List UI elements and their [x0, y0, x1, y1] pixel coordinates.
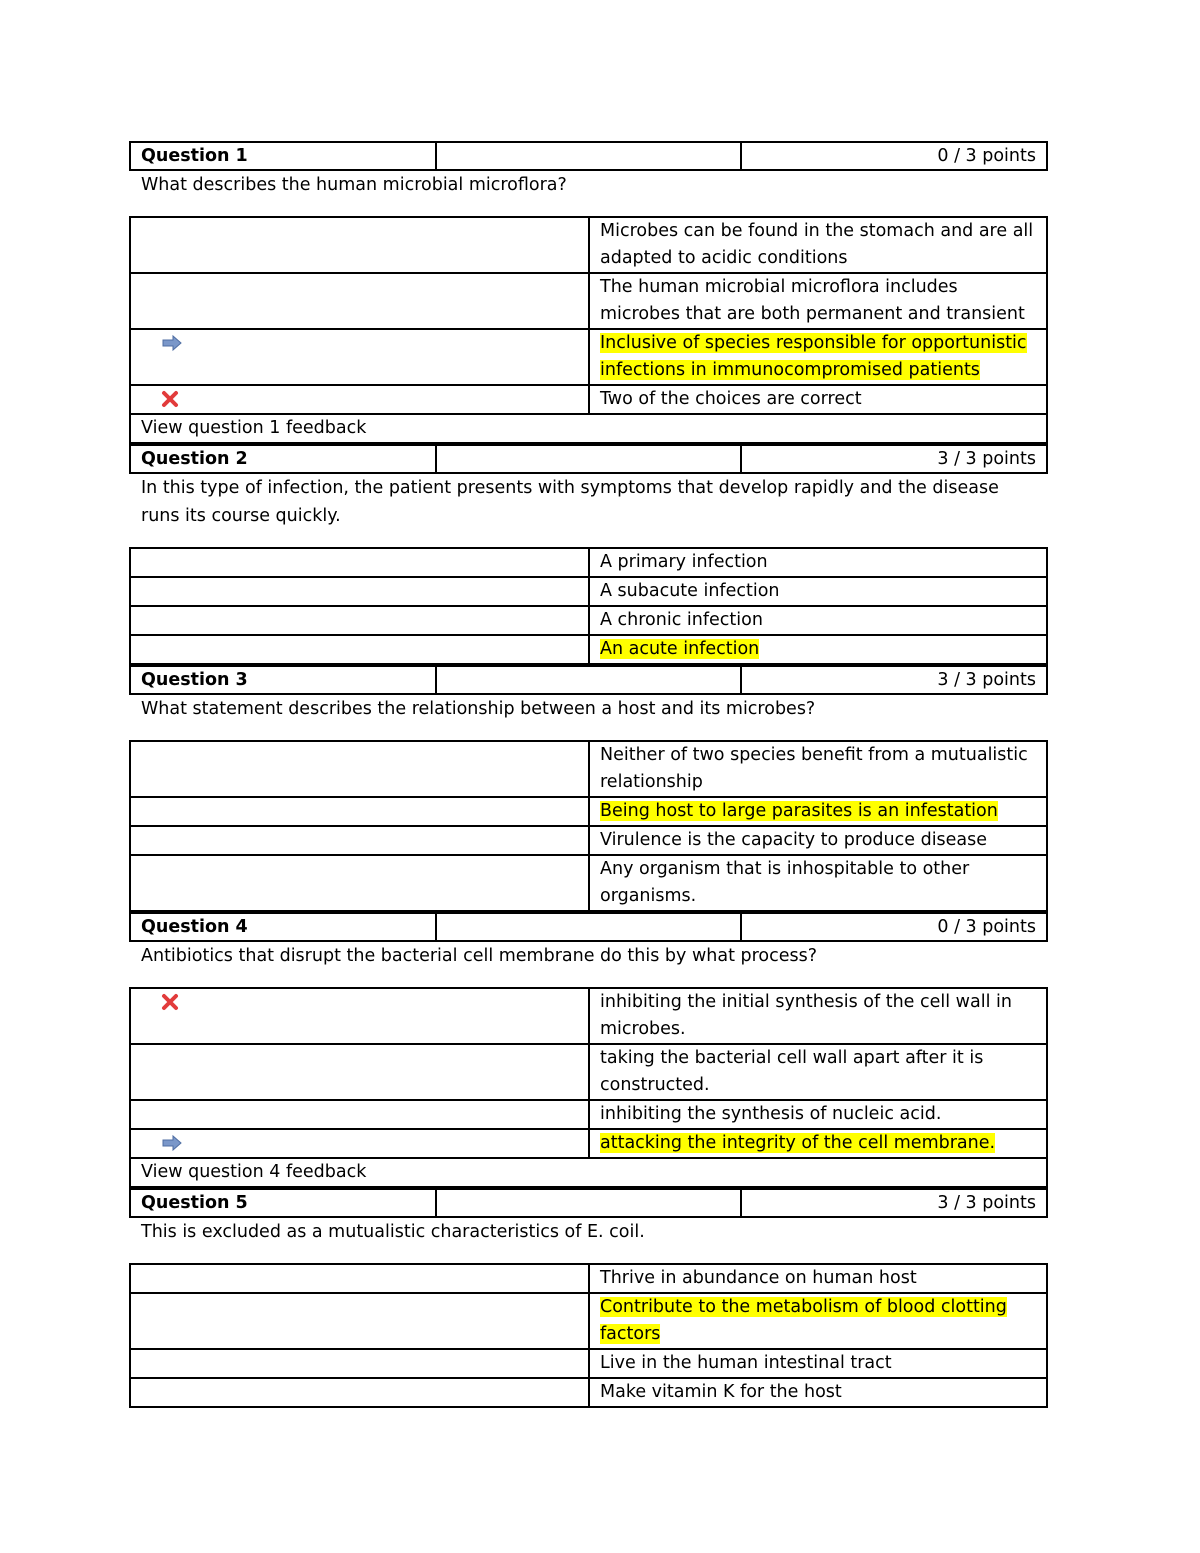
answer-row[interactable]	[130, 606, 1047, 635]
quiz-document	[129, 141, 1048, 1408]
answer-marker-cell	[130, 273, 589, 329]
spacer	[129, 970, 1048, 987]
question-header	[129, 912, 1048, 942]
answer-marker-cell	[130, 1349, 589, 1378]
answer-marker-cell	[130, 855, 589, 911]
answer-option[interactable]	[589, 741, 1047, 797]
answer-row[interactable]	[130, 1349, 1047, 1378]
header-blank-cell	[436, 142, 742, 170]
answer-marker-cell	[130, 826, 589, 855]
answer-row[interactable]	[130, 1264, 1047, 1293]
question-header	[129, 665, 1048, 695]
answer-marker-cell	[130, 1264, 589, 1293]
answer-marker-cell	[130, 329, 589, 385]
answer-row[interactable]	[130, 577, 1047, 606]
question-prompt: What statement describes the relationship between a host and its microbes?	[141, 699, 816, 719]
answer-text: taking the bacterial cell wall apart after it is constructed.	[600, 1048, 984, 1095]
answer-text: Microbes can be found in the stomach and are all adapted to acidic conditions	[600, 221, 1034, 268]
answer-table	[129, 740, 1048, 912]
spacer	[129, 1246, 1048, 1263]
answer-option[interactable]	[589, 1293, 1047, 1349]
answer-text: Neither of two species benefit from a mutualistic relationship	[600, 745, 1028, 792]
question-prompt: Antibiotics that disrupt the bacterial cell membrane do this by what process?	[141, 946, 818, 966]
answer-text: Any organism that is inhospitable to other organisms.	[600, 859, 970, 906]
answer-option[interactable]	[589, 1349, 1047, 1378]
question-label: Question 4	[130, 913, 436, 941]
answer-text: A primary infection	[600, 552, 768, 572]
question-label: Question 2	[130, 445, 436, 473]
question-header	[129, 141, 1048, 171]
answer-option[interactable]	[589, 855, 1047, 911]
question-label: Question 3	[130, 666, 436, 694]
answer-row[interactable]	[130, 1044, 1047, 1100]
answer-text: Thrive in abundance on human host	[600, 1268, 917, 1288]
points-score: 3 / 3 points	[741, 445, 1047, 473]
answer-marker-cell	[130, 606, 589, 635]
answer-marker-cell	[130, 797, 589, 826]
answer-table	[129, 987, 1048, 1188]
question-header	[129, 1188, 1048, 1218]
answer-text: Make vitamin K for the host	[600, 1382, 842, 1402]
answer-text: An acute infection	[600, 639, 760, 659]
question-header	[129, 444, 1048, 474]
answer-text: Live in the human intestinal tract	[600, 1353, 892, 1373]
header-blank-cell	[436, 666, 742, 694]
points-score: 3 / 3 points	[741, 666, 1047, 694]
answer-option[interactable]	[589, 1100, 1047, 1129]
answer-row[interactable]	[130, 1100, 1047, 1129]
answer-option[interactable]	[589, 548, 1047, 577]
answer-marker-cell	[130, 1378, 589, 1407]
answer-text: The human microbial microflora includes microbes that are both permanent and transient	[600, 277, 1025, 324]
answer-option[interactable]	[589, 273, 1047, 329]
question-prompt: What describes the human microbial microflora?	[141, 175, 567, 195]
answer-marker-cell	[130, 548, 589, 577]
points-score: 3 / 3 points	[741, 1189, 1047, 1217]
answer-marker-cell	[130, 1293, 589, 1349]
answer-text: Inclusive of species responsible for opportunistic infections in immunocompromised patients	[600, 333, 1027, 380]
answer-marker-cell	[130, 635, 589, 664]
answer-option[interactable]	[589, 1264, 1047, 1293]
answer-row[interactable]	[130, 635, 1047, 664]
question-prompt: In this type of infection, the patient presents with symptoms that develop rapidly and the disease runs its course quickly.	[141, 478, 999, 526]
cross-icon	[161, 993, 179, 1011]
answer-text: inhibiting the initial synthesis of the cell wall in microbes.	[600, 992, 1012, 1039]
answer-text: A subacute infection	[600, 581, 780, 601]
answer-text: A chronic infection	[600, 610, 763, 630]
answer-option[interactable]	[589, 217, 1047, 273]
cross-icon	[161, 390, 179, 408]
header-blank-cell	[436, 913, 742, 941]
answer-marker-cell	[130, 577, 589, 606]
answer-row[interactable]	[130, 797, 1047, 826]
view-feedback-link[interactable]: View question 4 feedback	[130, 1158, 1047, 1187]
answer-row[interactable]	[130, 1378, 1047, 1407]
answer-option[interactable]	[589, 577, 1047, 606]
answer-marker-cell	[130, 1100, 589, 1129]
answer-row[interactable]	[130, 855, 1047, 911]
answer-table	[129, 216, 1048, 444]
arrow-icon	[161, 334, 183, 352]
answer-option[interactable]	[589, 797, 1047, 826]
answer-text: inhibiting the synthesis of nucleic acid.	[600, 1104, 942, 1124]
answer-table	[129, 547, 1048, 665]
spacer	[129, 723, 1048, 740]
answer-marker-cell	[130, 741, 589, 797]
answer-option[interactable]	[589, 1129, 1047, 1158]
answer-option[interactable]	[589, 385, 1047, 414]
answer-row[interactable]	[130, 217, 1047, 273]
answer-text: Virulence is the capacity to produce disease	[600, 830, 988, 850]
answer-row[interactable]	[130, 988, 1047, 1044]
answer-option[interactable]	[589, 1378, 1047, 1407]
arrow-icon	[161, 1134, 183, 1152]
answer-option[interactable]	[589, 988, 1047, 1044]
answer-marker-cell	[130, 1129, 589, 1158]
spacer	[129, 199, 1048, 216]
question-label: Question 1	[130, 142, 436, 170]
answer-table	[129, 1263, 1048, 1408]
answer-option[interactable]	[589, 635, 1047, 664]
answer-row[interactable]	[130, 273, 1047, 329]
answer-row[interactable]	[130, 1129, 1047, 1158]
answer-row[interactable]	[130, 826, 1047, 855]
answer-row[interactable]	[130, 548, 1047, 577]
view-feedback-link[interactable]: View question 1 feedback	[130, 414, 1047, 443]
answer-option[interactable]	[589, 329, 1047, 385]
answer-text: Two of the choices are correct	[600, 389, 862, 409]
answer-text: Being host to large parasites is an infestation	[600, 801, 998, 821]
answer-text: attacking the integrity of the cell membrane.	[600, 1133, 996, 1153]
answer-option[interactable]	[589, 606, 1047, 635]
header-blank-cell	[436, 1189, 742, 1217]
points-score: 0 / 3 points	[741, 142, 1047, 170]
question-label: Question 5	[130, 1189, 436, 1217]
answer-text: Contribute to the metabolism of blood clotting factors	[600, 1297, 1007, 1344]
answer-marker-cell	[130, 217, 589, 273]
answer-row[interactable]	[130, 329, 1047, 385]
answer-row[interactable]	[130, 1293, 1047, 1349]
spacer	[129, 530, 1048, 547]
question-prompt: This is excluded as a mutualistic characteristics of E. coil.	[141, 1222, 645, 1242]
points-score: 0 / 3 points	[741, 913, 1047, 941]
answer-option[interactable]	[589, 826, 1047, 855]
answer-row[interactable]	[130, 385, 1047, 414]
answer-marker-cell	[130, 1044, 589, 1100]
answer-option[interactable]	[589, 1044, 1047, 1100]
answer-marker-cell	[130, 988, 589, 1044]
answer-row[interactable]	[130, 741, 1047, 797]
header-blank-cell	[436, 445, 742, 473]
answer-marker-cell	[130, 385, 589, 414]
